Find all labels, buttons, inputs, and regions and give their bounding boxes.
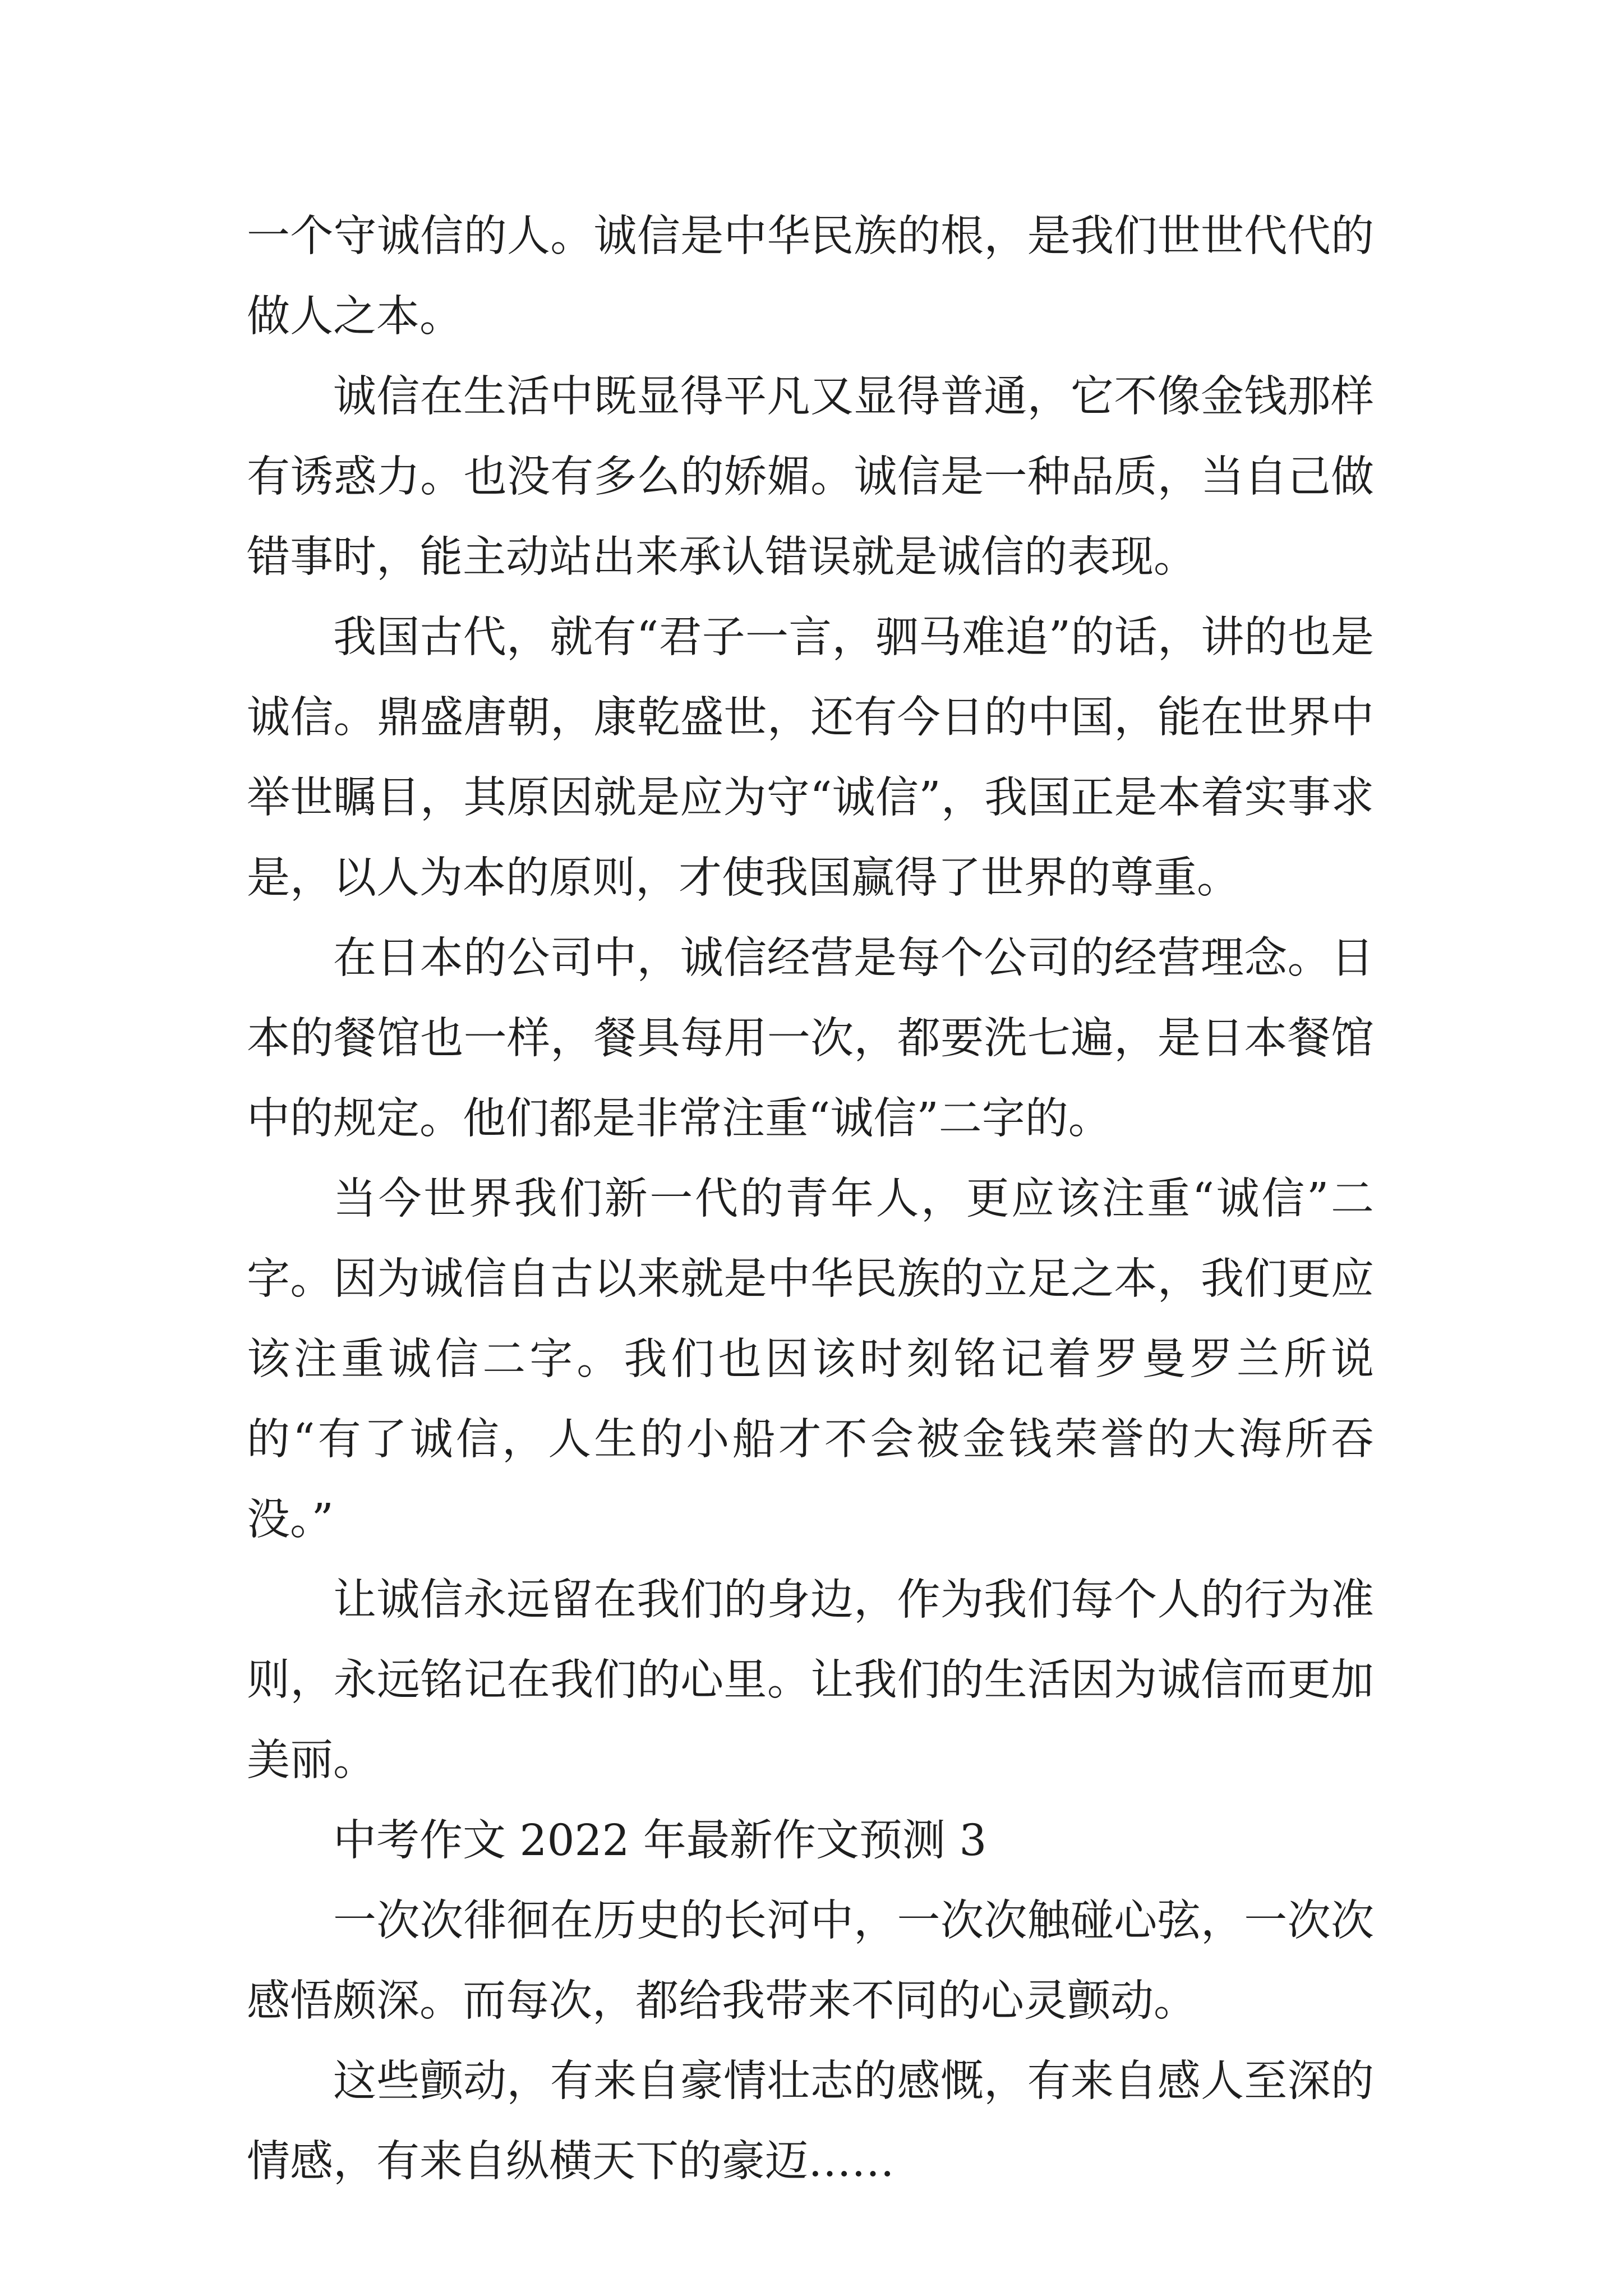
paragraph-1: 一个守诚信的人。诚信是中华民族的根，是我们世世代代的做人之本。 — [247, 211, 1374, 342]
paragraph-7: 一次次徘徊在历史的长河中，一次次触碰心弦，一次次感悟颇深。而每次，都给我带来不同的心灵颤动。 — [247, 1896, 1374, 2026]
paragraph-4: 在日本的公司中，诚信经营是每个公司的经营理念。日本的餐馆也一样，餐具每用一次，都要洗七遍，是日本餐馆中的规定。他们都是非常注重“诚信”二字的。 — [247, 933, 1374, 1144]
document-body — [247, 196, 1374, 2202]
paragraph-2: 诚信在生活中既显得平凡又显得普通，它不像金钱那样有诱惑力。也没有多么的娇媚。诚信是一种品质，当自己做错事时，能主动站出来承认错误就是诚信的表现。 — [247, 372, 1374, 582]
paragraph-8: 这些颤动，有来自豪情壮志的感慨，有来自感人至深的情感，有来自纵横天下的豪迈…… — [247, 2056, 1374, 2187]
paragraph-5: 当今世界我们新一代的青年人，更应该注重“诚信”二字。因为诚信自古以来就是中华民族的立足之本，我们更应该注重诚信二字。我们也因该时刻铭记着罗曼罗兰所说的“有了诚信，人生的小船才不会被金钱荣誉的大海所吞没。” — [247, 1174, 1374, 1545]
paragraph-6: 让诚信永远留在我们的身边，作为我们每个人的行为准则，永远铭记在我们的心里。让我们的生活因为诚信而更加美丽。 — [247, 1575, 1374, 1786]
section-heading: 中考作文 2022 年最新作文预测 3 — [333, 1816, 987, 1866]
paragraph-3: 我国古代，就有“君子一言，驷马难追”的话，讲的也是诚信。鼎盛唐朝，康乾盛世，还有今日的中国，能在世界中举世瞩目，其原因就是应为守“诚信”，我国正是本着实事求是，以人为本的原则，才使我国赢得了世界的尊重。 — [247, 613, 1374, 903]
